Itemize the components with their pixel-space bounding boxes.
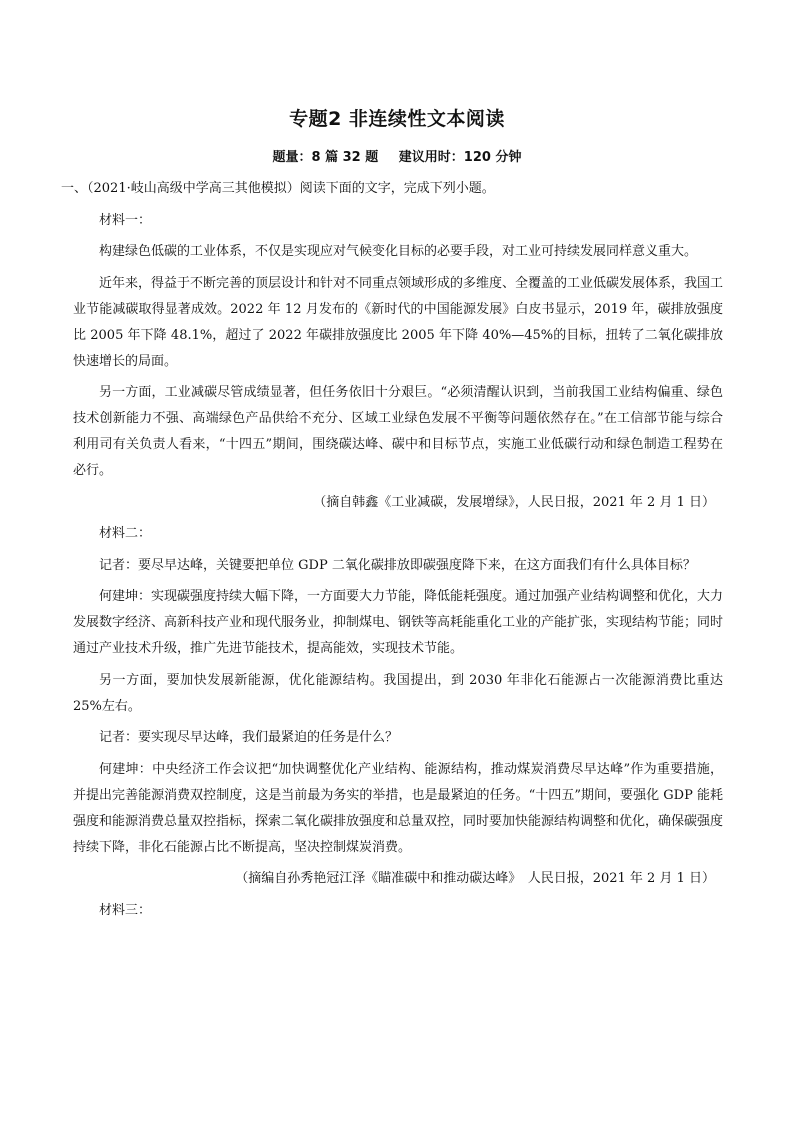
material2-label: 材料二： [99,526,152,541]
suggested-time: 建议用时：120 分钟 [398,150,522,165]
question-intro: 一、（2021·岐山高级中学高三其他模拟）阅读下面的文字，完成下列小题。 [61,181,495,196]
document-body [61,176,724,929]
page-subtitle [0,146,794,165]
material2-answer-1: 何建坤：实现碳强度持续大幅下降，一方面要大力节能，降低能耗强度。通过加强产业结构调整和优化，大力发展数字经济、高新科技产业和现代服务业，抑制煤电、钢铁等高耗能重化工业的产能扩张，实现结构节能；同时通过产业技术升级，推广先进节能技术，提高能效，实现技术节能。 [73,589,724,656]
material2-answer-3: 何建坤：中央经济工作会议把“加快调整优化产业结构、能源结构，推动煤炭消费尽早达峰”作为重要措施，并提出完善能源消费双控制度，这是当前最为务实的举措，也是最紧迫的任务。“十四五”期间，要强化 GDP 能耗强度和能源消费总量双控指标，探索二氧化碳排放强度和总量双控，同时要加快能源结构调整和优化，确保碳强度持续下降，非化石能源占比不断提高，坚决控制煤炭消费。 [73,761,724,855]
material2-answer-2: 另一方面，要加快发展新能源，优化能源结构。我国提出，到 2030 年非化石能源占一次能源消费比重达 25%左右。 [73,672,723,714]
material1-paragraph-1: 构建绿色低碳的工业体系，不仅是实现应对气候变化目标的必要手段，对工业可持续发展同样意义重大。 [99,244,698,259]
material1-label: 材料一： [99,212,152,228]
material1-source: （摘自韩鑫《工业减碳，发展增绿》，人民日报，2021 年 2 月 1 日） [313,494,715,510]
material2-source: （摘编自孙秀艳冠江泽《瞄准碳中和推动碳达峰》 人民日报，2021 年 2 月 1 日） [235,871,715,886]
material1-paragraph-2: 近年来，得益于不断完善的顶层设计和针对不同重点领域形成的多维度、全覆盖的工业低碳发展体系，我国工业节能减碳取得显著成效。2022 年 12 月发布的《新时代的中国能源发展》白皮书显示，2019 年，碳排放强度比 2005 年下降 48.1%，超过了 2022 年碳排放强度比 2005 年下降 40%—45%的目标，扭转了二氧化碳排放快速增长的局面。 [73,275,724,369]
material3-label: 材料三： [99,902,152,918]
question-count: 题量：8 篇 32 题 [272,150,379,165]
material2-question-2: 记者：要实现尽早达峰，我们最紧迫的任务是什么？ [99,730,399,745]
page-title: 专题2 非连续性文本阅读 [289,108,505,130]
material2-question-1: 记者：要尽早达峰，关键要把单位 GDP 二氧化碳排放即碳强度降下来，在这方面我们有什么具体目标？ [99,557,696,573]
material1-paragraph-3: 另一方面，工业减碳尽管成绩显著，但任务依旧十分艰巨。“必须清醒认识到，当前我国工业结构偏重、绿色技术创新能力不强、高端绿色产品供给不充分、区域工业绿色发展不平衡等问题依然存在。”在工信部节能与综合利用司有关负责人看来，“十四五”期间，围绕碳达峰、碳中和目标节点，实施工业低碳行动和绿色制造工程势在必行。 [73,385,723,478]
